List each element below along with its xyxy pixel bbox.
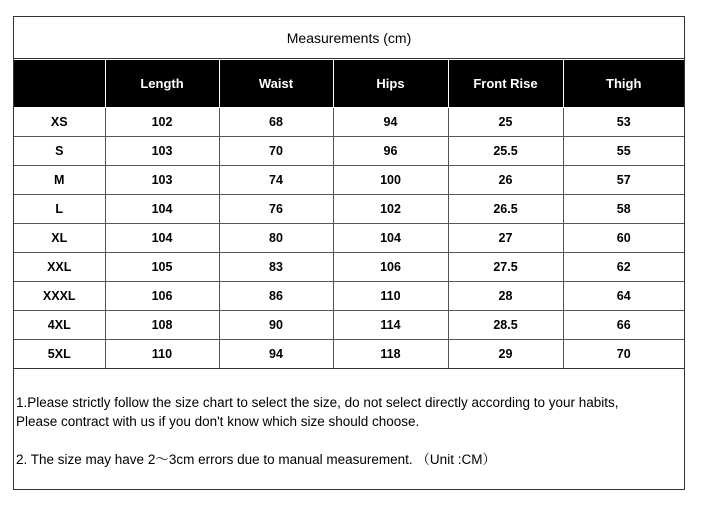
cell-length: 108 xyxy=(105,311,219,340)
cell-hips: 104 xyxy=(333,224,448,253)
cell-thigh: 55 xyxy=(563,137,684,166)
note-1-line-1: 1.Please strictly follow the size chart to select the size, do not select directly according to your habits, xyxy=(16,395,619,410)
cell-hips: 94 xyxy=(333,108,448,137)
cell-hips: 106 xyxy=(333,253,448,282)
cell-size: 5XL xyxy=(14,340,105,369)
cell-thigh: 57 xyxy=(563,166,684,195)
cell-length: 110 xyxy=(105,340,219,369)
note-2: 2. The size may have 2～3cm errors due to manual measurement. （Unit :CM） xyxy=(16,452,496,467)
header-waist: Waist xyxy=(219,60,333,108)
cell-waist: 70 xyxy=(219,137,333,166)
header-row xyxy=(14,60,684,108)
table-row xyxy=(14,137,684,166)
cell-thigh: 64 xyxy=(563,282,684,311)
table-row xyxy=(14,195,684,224)
cell-front-rise: 28 xyxy=(448,282,563,311)
cell-length: 103 xyxy=(105,166,219,195)
header-size xyxy=(14,60,105,108)
cell-waist: 86 xyxy=(219,282,333,311)
cell-hips: 114 xyxy=(333,311,448,340)
cell-waist: 80 xyxy=(219,224,333,253)
cell-thigh: 53 xyxy=(563,108,684,137)
table-row xyxy=(14,108,684,137)
cell-front-rise: 25 xyxy=(448,108,563,137)
size-chart xyxy=(13,16,685,490)
table-row xyxy=(14,340,684,369)
measurements-table xyxy=(14,59,684,369)
cell-length: 106 xyxy=(105,282,219,311)
cell-length: 102 xyxy=(105,108,219,137)
header-thigh: Thigh xyxy=(563,60,684,108)
cell-hips: 100 xyxy=(333,166,448,195)
cell-waist: 68 xyxy=(219,108,333,137)
cell-size: XL xyxy=(14,224,105,253)
cell-size: M xyxy=(14,166,105,195)
cell-hips: 118 xyxy=(333,340,448,369)
cell-front-rise: 25.5 xyxy=(448,137,563,166)
cell-hips: 110 xyxy=(333,282,448,311)
cell-thigh: 70 xyxy=(563,340,684,369)
cell-size: XXXL xyxy=(14,282,105,311)
cell-front-rise: 26.5 xyxy=(448,195,563,224)
notes-section xyxy=(14,368,684,489)
cell-waist: 74 xyxy=(219,166,333,195)
cell-length: 105 xyxy=(105,253,219,282)
cell-front-rise: 27 xyxy=(448,224,563,253)
cell-length: 104 xyxy=(105,224,219,253)
header-hips: Hips xyxy=(333,60,448,108)
cell-length: 104 xyxy=(105,195,219,224)
cell-waist: 76 xyxy=(219,195,333,224)
chart-title: Measurements (cm) xyxy=(14,17,684,59)
table-row xyxy=(14,253,684,282)
cell-size: S xyxy=(14,137,105,166)
cell-waist: 90 xyxy=(219,311,333,340)
cell-length: 103 xyxy=(105,137,219,166)
table-row xyxy=(14,311,684,340)
table-row xyxy=(14,224,684,253)
cell-front-rise: 29 xyxy=(448,340,563,369)
table-row xyxy=(14,166,684,195)
cell-hips: 96 xyxy=(333,137,448,166)
cell-thigh: 58 xyxy=(563,195,684,224)
cell-waist: 83 xyxy=(219,253,333,282)
cell-front-rise: 27.5 xyxy=(448,253,563,282)
cell-front-rise: 26 xyxy=(448,166,563,195)
cell-waist: 94 xyxy=(219,340,333,369)
header-length: Length xyxy=(105,60,219,108)
cell-front-rise: 28.5 xyxy=(448,311,563,340)
table-row xyxy=(14,282,684,311)
cell-hips: 102 xyxy=(333,195,448,224)
header-front-rise: Front Rise xyxy=(448,60,563,108)
cell-thigh: 60 xyxy=(563,224,684,253)
table-body xyxy=(14,108,684,369)
cell-size: L xyxy=(14,195,105,224)
note-1-line-2: Please contract with us if you don't know which size should choose. xyxy=(16,414,420,429)
cell-thigh: 66 xyxy=(563,311,684,340)
cell-size: XS xyxy=(14,108,105,137)
cell-thigh: 62 xyxy=(563,253,684,282)
cell-size: 4XL xyxy=(14,311,105,340)
cell-size: XXL xyxy=(14,253,105,282)
